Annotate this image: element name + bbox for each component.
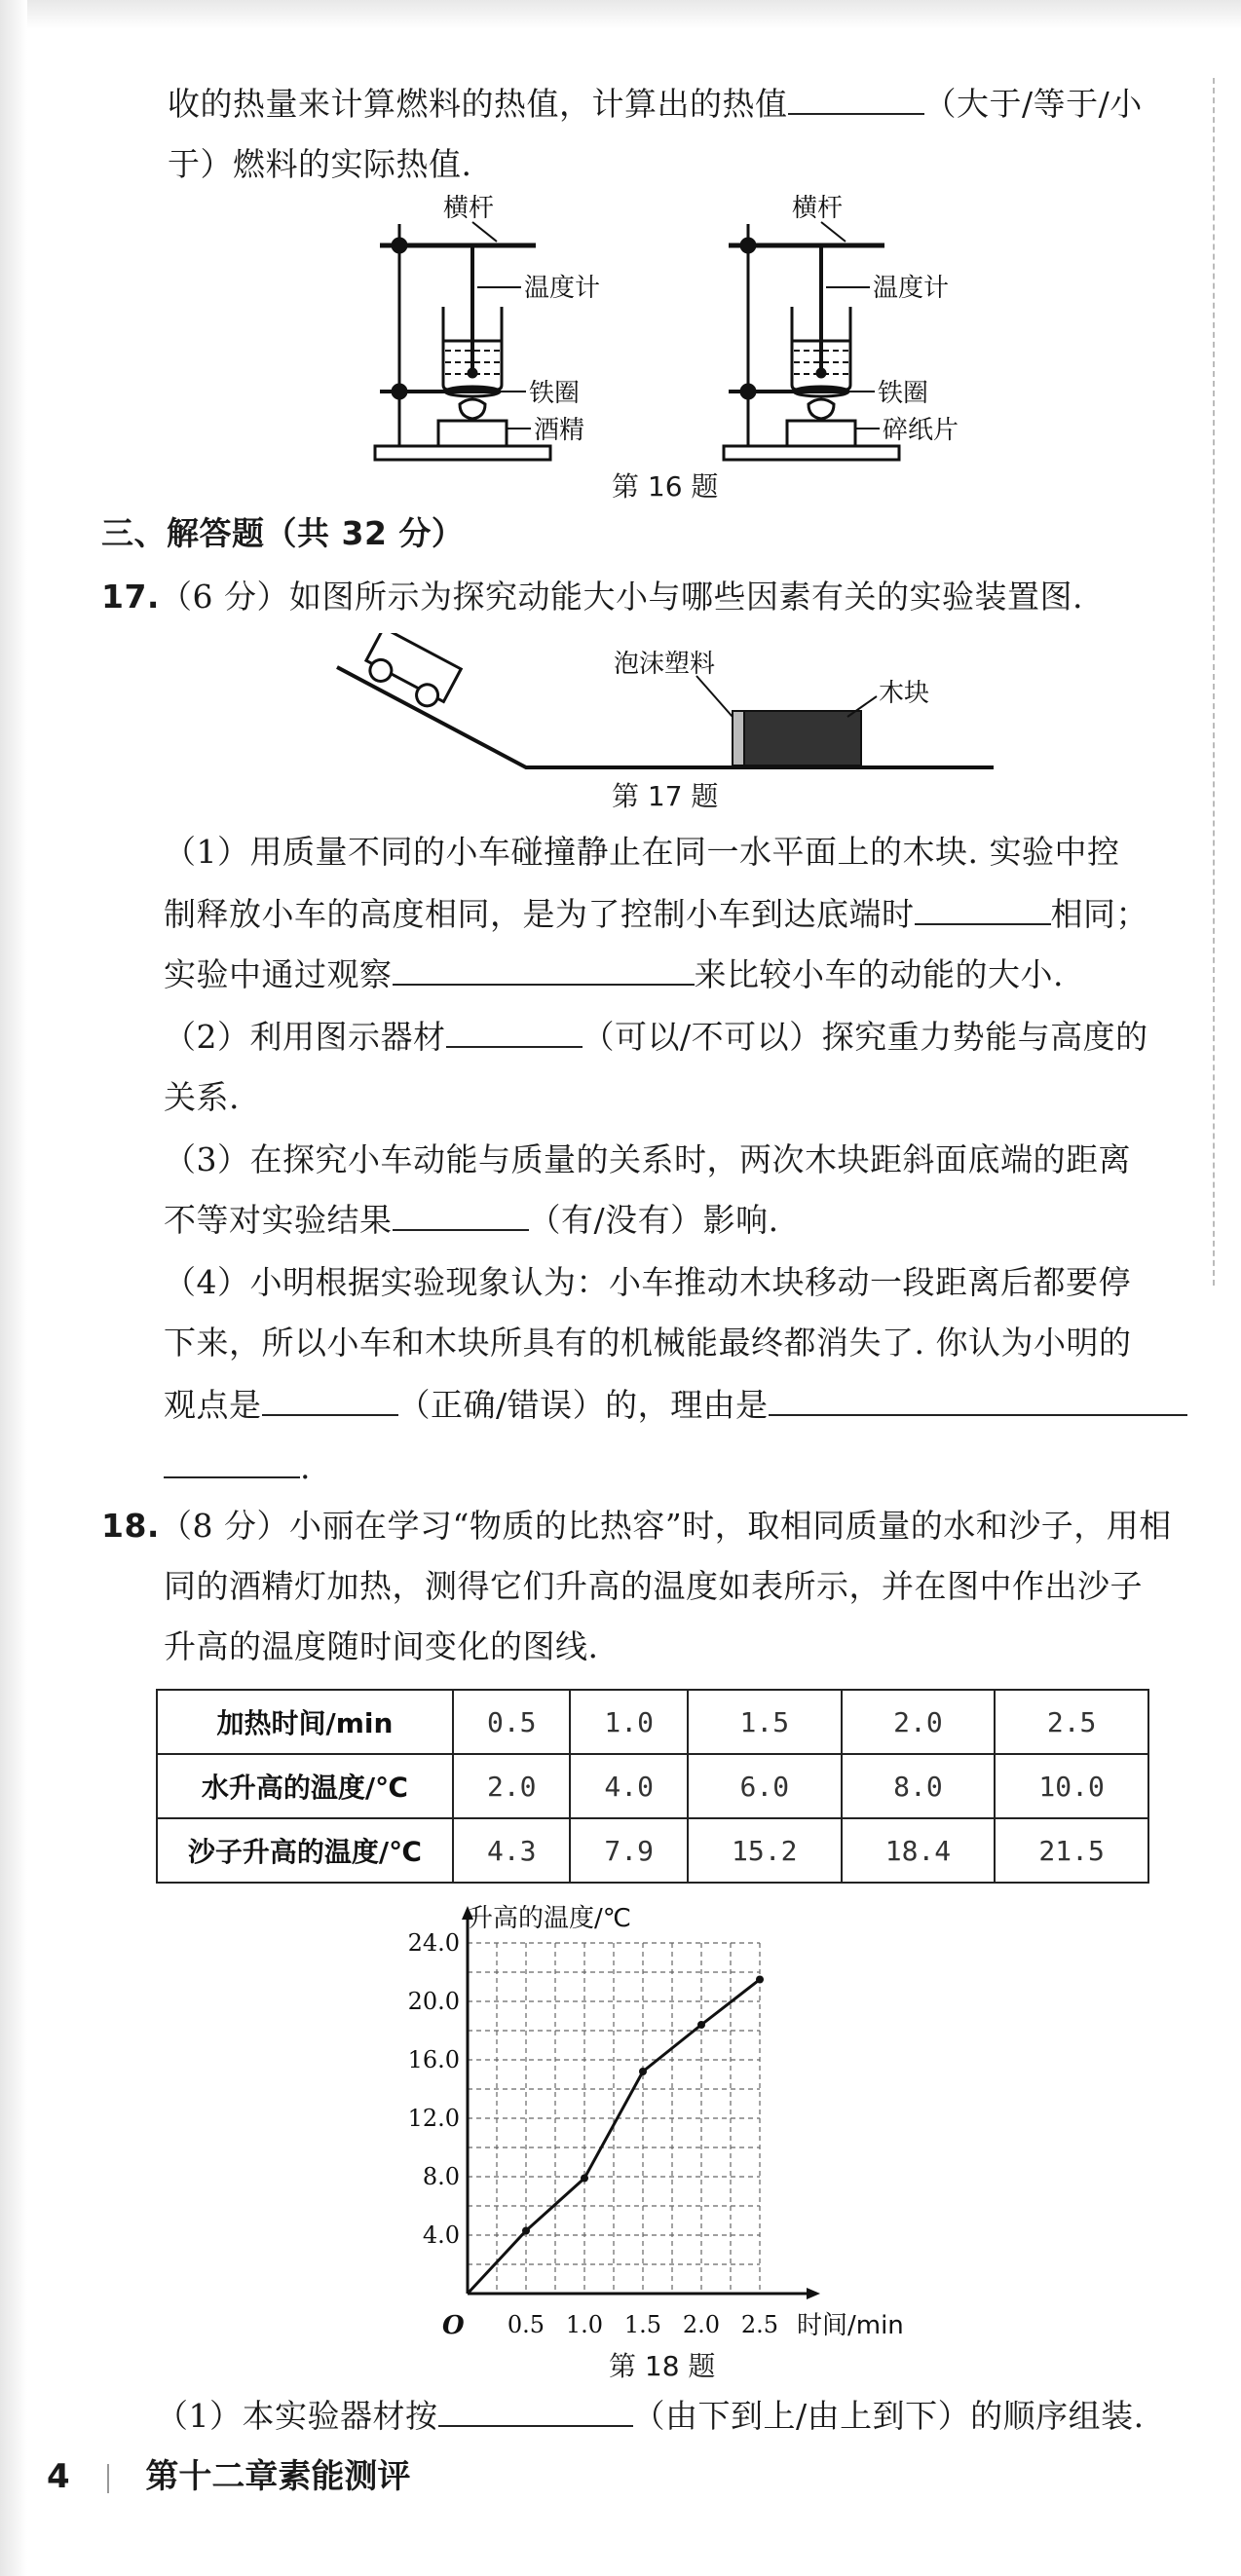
q17-part3-line1: （3）在探究小车动能与质量的关系时，两次木块距斜面底端的距离 <box>164 1140 1131 1178</box>
figure-18-caption: 第 18 题 <box>609 2350 716 2382</box>
q17-part4-text: （正确/错误）的，理由是 <box>397 1386 769 1424</box>
q17-part2-line1 <box>164 1015 1148 1060</box>
q16-continuation-line1 <box>168 82 1143 127</box>
q17-part1-line3 <box>164 952 1064 997</box>
table-cell: 2.0 <box>453 1754 570 1818</box>
apparatus-left <box>375 224 550 460</box>
table-cell: 4.3 <box>453 1818 570 1883</box>
y-tick-label: 4.0 <box>422 2221 460 2249</box>
x-tick-label: 0.5 <box>507 2311 545 2338</box>
q16-text: 收的热量来计算燃料的热值，计算出的热值 <box>168 85 788 123</box>
table-cell: 2.0 <box>842 1690 996 1754</box>
q17-part4-line2: 下来，所以小车和木块所具有的机械能最终都消失了. 你认为小明的 <box>164 1324 1132 1362</box>
answer-blank[interactable] <box>262 1385 398 1416</box>
wooden-block <box>744 711 861 765</box>
q18-part1-text: （1）本实验器材按 <box>156 2397 438 2435</box>
q17-part1-line1: （1）用质量不同的小车碰撞静止在同一水平面上的木块. 实验中控 <box>164 833 1120 871</box>
label-foam: 泡沫塑料 <box>614 650 716 679</box>
q16-options: （大于/等于/小 <box>923 85 1143 123</box>
q17-part4-line1: （4）小明根据实验现象认为：小车推动木块移动一段距离后都要停 <box>164 1263 1131 1301</box>
y-tick-label: 8.0 <box>422 2163 460 2190</box>
label-crossbar-left: 横杆 <box>443 195 495 223</box>
table-row <box>157 1754 1148 1818</box>
footer-title: 第十二章素能测评 <box>145 2457 411 2496</box>
q18-line1 <box>101 1504 1172 1549</box>
table-cell: 18.4 <box>842 1818 996 1883</box>
figure-16-caption: 第 16 题 <box>612 470 719 503</box>
label-thermometer-left: 温度计 <box>524 274 601 303</box>
data-point <box>756 1976 764 1984</box>
table-cell: 6.0 <box>688 1754 842 1818</box>
table-cell: 1.5 <box>688 1690 842 1754</box>
label-alcohol: 酒精 <box>534 416 585 445</box>
toy-car <box>360 633 461 713</box>
q17-part1-text: 制释放小车的高度相同，是为了控制小车到达底端时 <box>164 895 915 933</box>
table-row <box>157 1818 1148 1883</box>
foam-plastic <box>733 711 744 765</box>
binding-margin-line <box>1213 78 1217 1286</box>
data-point <box>581 2175 588 2183</box>
table-row <box>157 1690 1148 1754</box>
answer-blank[interactable] <box>438 2396 633 2427</box>
label-paper-scraps: 碎纸片 <box>883 416 959 445</box>
q17-part4-text: 观点是 <box>164 1386 262 1424</box>
answer-blank[interactable] <box>164 1447 300 1478</box>
chart-grid <box>468 1943 760 2294</box>
q17-part3-text: （有/没有）影响. <box>528 1201 779 1239</box>
q18-line2: 同的酒精灯加热，测得它们升高的温度如表所示，并在图中作出沙子 <box>164 1567 1143 1605</box>
q17-part2-line2: 关系. <box>164 1078 240 1116</box>
chart-tick-labels <box>408 1929 779 2338</box>
scan-shadow-top <box>0 0 1241 29</box>
q18-number: 18. <box>101 1507 160 1545</box>
label-iron-ring-left: 铁圈 <box>529 379 581 408</box>
answer-blank[interactable] <box>446 1017 583 1048</box>
q17-part2-text: （2）利用图示器材 <box>164 1018 446 1056</box>
q17-stem-text: （6 分）如图所示为探究动能大小与哪些因素有关的实验装置图. <box>159 578 1083 616</box>
answer-blank[interactable] <box>393 954 695 986</box>
x-axis-arrow <box>807 2288 820 2299</box>
y-tick-label: 16.0 <box>407 2046 460 2073</box>
y-tick-label: 20.0 <box>407 1988 460 2015</box>
q18-line3: 升高的温度随时间变化的图线. <box>164 1627 599 1665</box>
q17-number: 17. <box>101 578 160 616</box>
figure-17-caption: 第 17 题 <box>612 780 719 812</box>
table-cell: 4.0 <box>570 1754 687 1818</box>
q17-part1-line2 <box>164 892 1148 937</box>
q16-continuation-line2: 于）燃料的实际热值. <box>168 145 472 183</box>
x-tick-label: 2.0 <box>682 2311 721 2338</box>
header-sand-temp: 沙子升高的温度/℃ <box>157 1818 453 1883</box>
x-tick-label: 2.5 <box>740 2311 779 2338</box>
label-crossbar-right: 横杆 <box>792 195 844 223</box>
q18-part1 <box>156 2394 1145 2439</box>
q17-part4-text: . <box>300 1448 311 1486</box>
q17-part1-text: 来比较小车的动能的大小. <box>694 955 1064 993</box>
header-heating-time: 加热时间/min <box>157 1690 453 1754</box>
table-cell: 8.0 <box>842 1754 996 1818</box>
table-cell: 7.9 <box>570 1818 687 1883</box>
footer-divider <box>107 2464 109 2493</box>
figure-16 <box>351 195 974 477</box>
q17-stem <box>101 575 1083 619</box>
data-point <box>522 2227 530 2235</box>
q17-part4-line3 <box>164 1383 1187 1428</box>
answer-blank[interactable] <box>788 84 924 115</box>
answer-blank[interactable] <box>393 1200 529 1231</box>
x-tick-label: 1.5 <box>623 2311 662 2338</box>
figure-17 <box>331 633 1013 779</box>
q18-part1-text: （由下到上/由上到下）的顺序组装. <box>632 2397 1145 2435</box>
answer-blank[interactable] <box>769 1385 1187 1416</box>
q17-part3-line2 <box>164 1198 779 1243</box>
y-tick-label: 24.0 <box>407 1929 460 1957</box>
temperature-time-chart <box>390 1899 935 2347</box>
page-number: 4 <box>47 2457 70 2496</box>
y-tick-label: 12.0 <box>407 2105 460 2132</box>
data-table <box>156 1689 1149 1884</box>
label-block: 木块 <box>879 679 930 708</box>
q17-part1-text: 实验中通过观察 <box>164 955 393 993</box>
data-point <box>697 2021 705 2029</box>
label-iron-ring-right: 铁圈 <box>878 379 929 408</box>
page-footer <box>47 2449 410 2497</box>
header-water-temp: 水升高的温度/℃ <box>157 1754 453 1818</box>
table-cell: 21.5 <box>995 1818 1148 1883</box>
apparatus-right <box>724 224 899 460</box>
y-axis-label: 升高的温度/℃ <box>468 1904 631 1933</box>
table-cell: 15.2 <box>688 1818 842 1883</box>
q17-part2-text: （可以/不可以）探究重力势能与高度的 <box>582 1018 1148 1056</box>
table-cell: 2.5 <box>995 1690 1148 1754</box>
table-cell: 10.0 <box>995 1754 1148 1818</box>
table-cell: 1.0 <box>570 1690 687 1754</box>
q17-part3-text: 不等对实验结果 <box>164 1201 393 1239</box>
scan-shadow-left <box>0 0 27 2576</box>
label-thermometer-right: 温度计 <box>873 274 950 303</box>
x-tick-label: 1.0 <box>565 2311 604 2338</box>
section-heading: 三、解答题（共 32 分） <box>101 514 465 552</box>
data-point <box>639 2068 647 2075</box>
answer-blank[interactable] <box>915 894 1051 925</box>
origin-label: O <box>442 2311 465 2340</box>
q17-part4-line4 <box>164 1445 311 1490</box>
q17-part1-text: 相同； <box>1050 895 1148 933</box>
table-cell: 0.5 <box>453 1690 570 1754</box>
x-axis-label: 时间/min <box>797 2311 904 2340</box>
q18-stem-text: （8 分）小丽在学习“物质的比热容”时，取相同质量的水和沙子，用相 <box>159 1507 1172 1545</box>
